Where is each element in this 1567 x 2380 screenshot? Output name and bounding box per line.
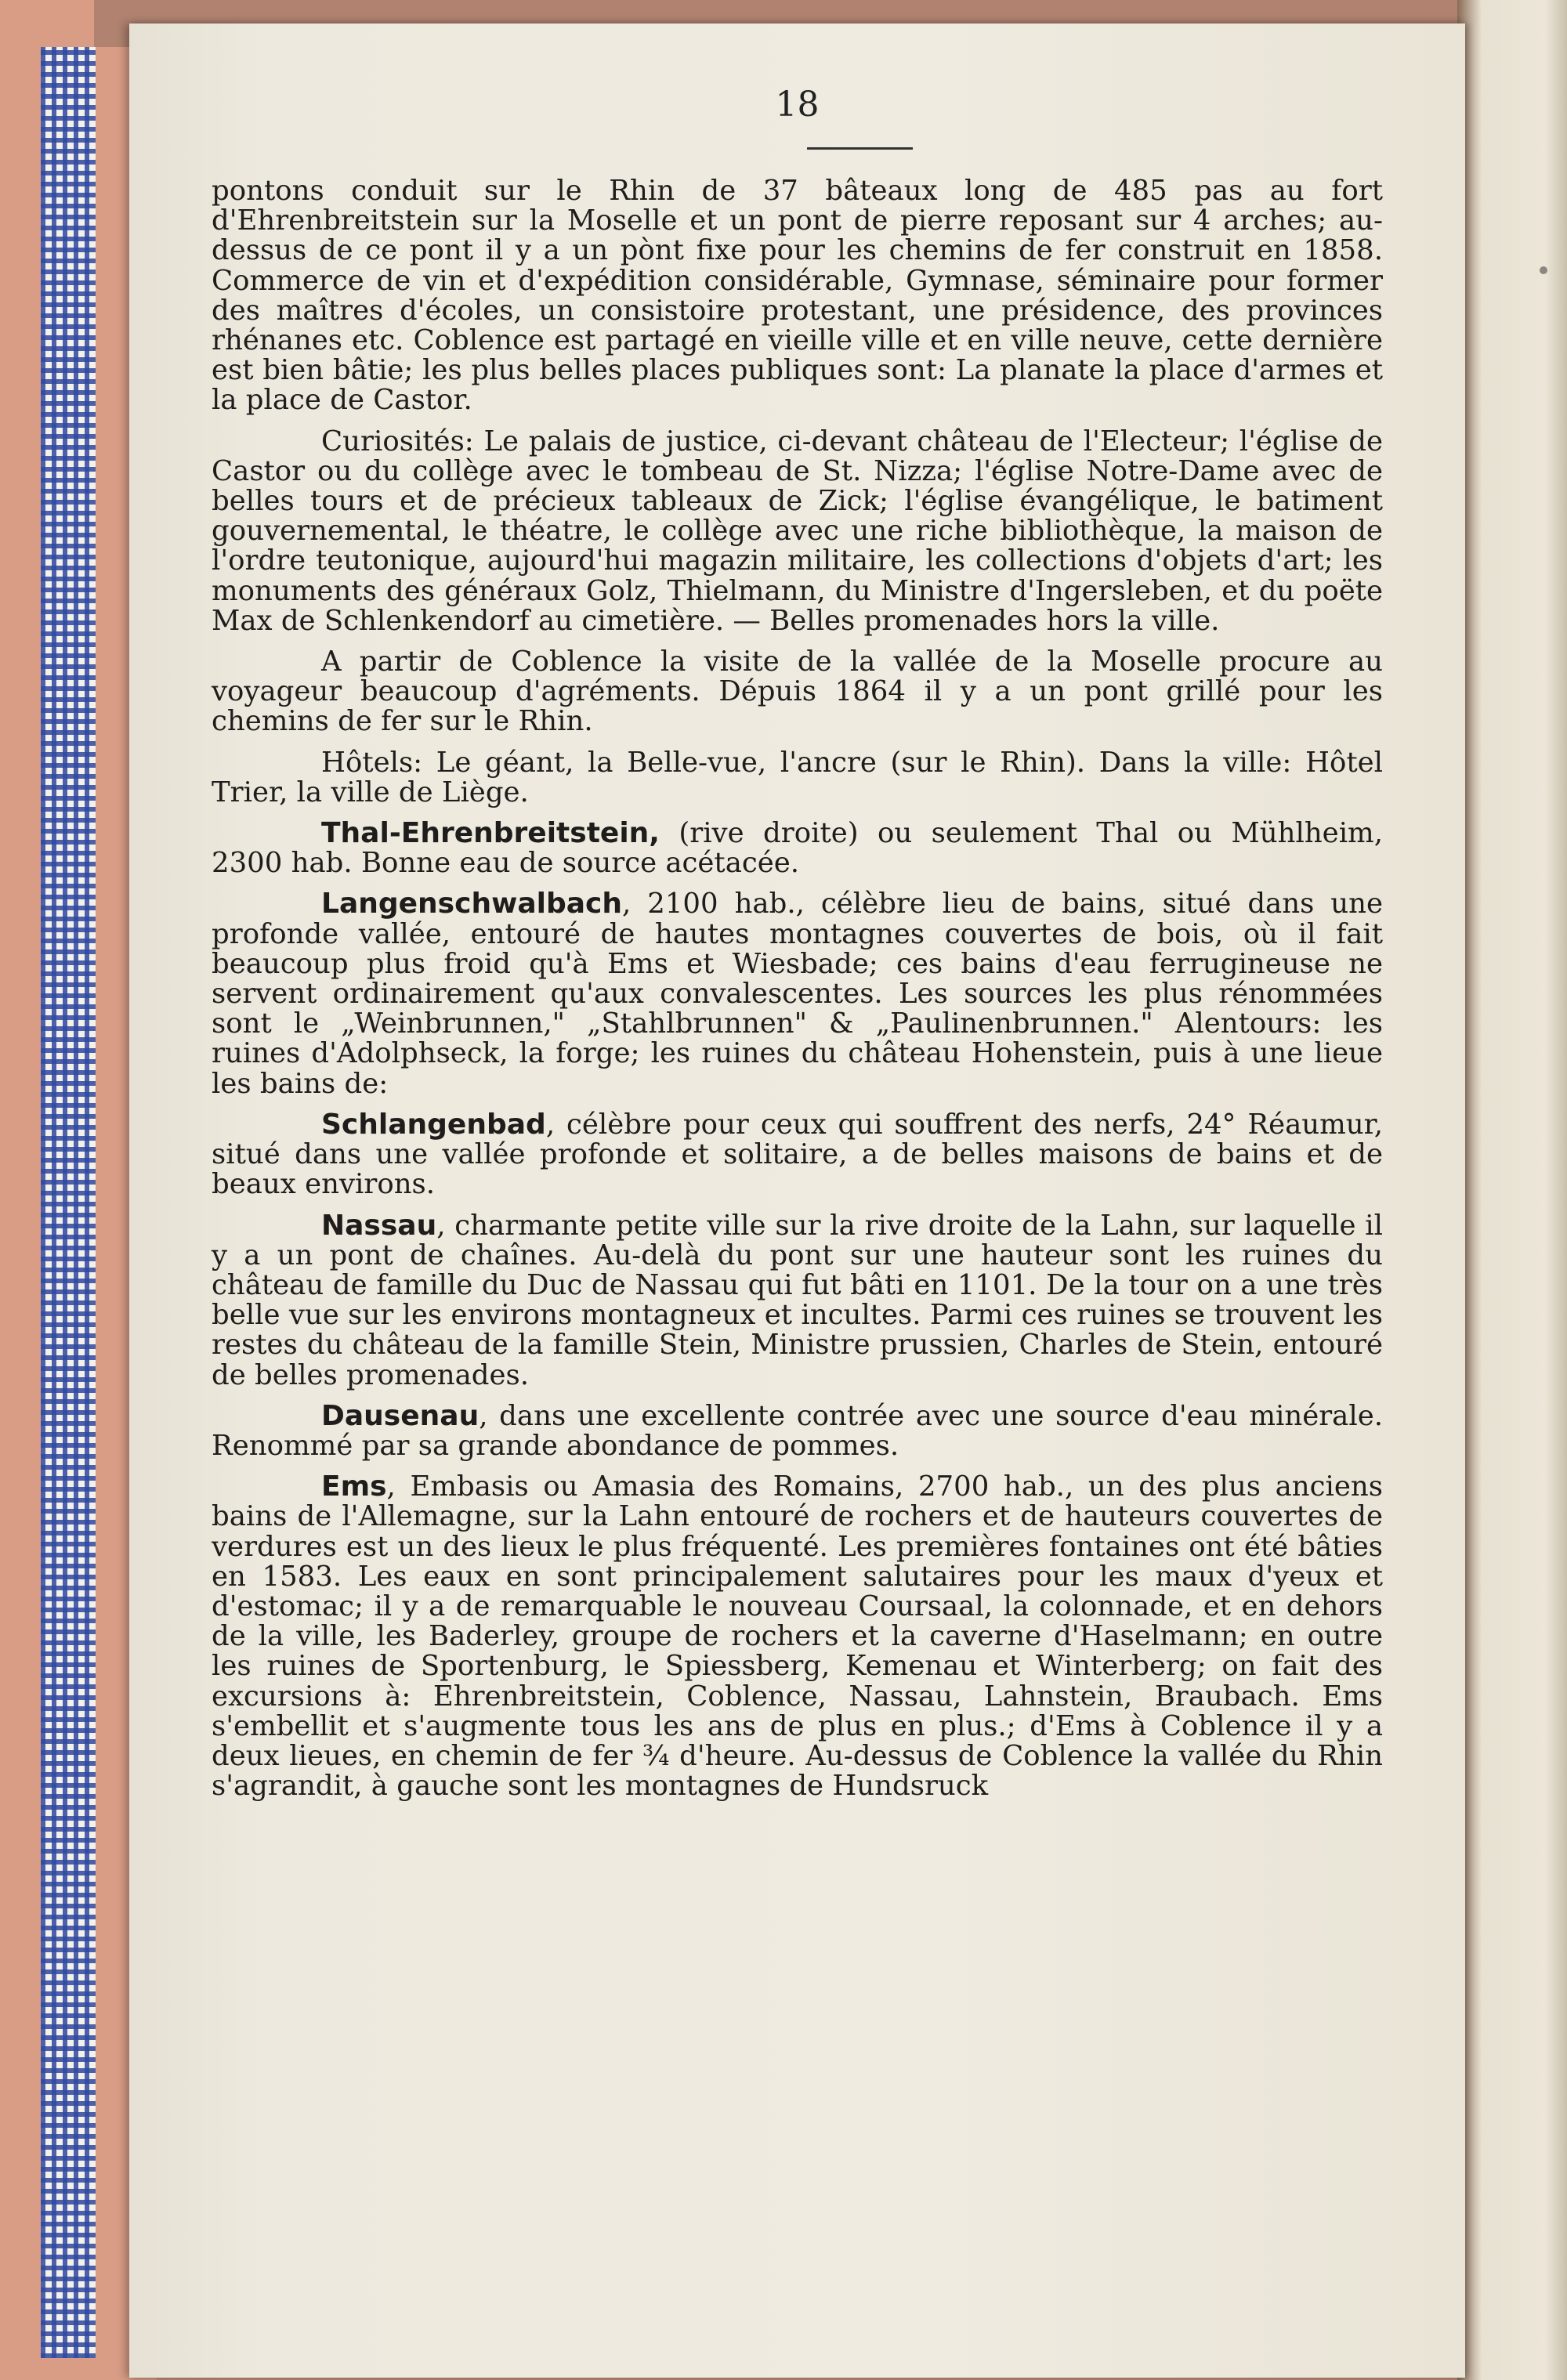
entry-thal-ehrenbreitstein: Thal-Ehrenbreitstein, (rive droite) ou seulement Thal ou Mühlheim, 2300 hab. Bonne eau de source acétacée. (212, 817, 1383, 880)
page-number: 18 (775, 85, 820, 125)
entry-schlangenbad: Schlangenbad, célèbre pour ceux qui souffrent des nerfs, 24° Réaumur, situé dans une vallée profonde et solitaire, a de belles maisons de bains et de beaux environs. (212, 1108, 1383, 1201)
entry-dausenau: Dausenau, dans une excellente contrée avec une source d'eau minérale. Renommé par sa grande abondance de pommes. (212, 1399, 1383, 1462)
entry-heading: Langenschwalbach (321, 888, 622, 921)
entry-heading: Ems (321, 1470, 387, 1503)
page-body (212, 176, 1383, 1812)
paragraph-hotels: Hôtels: Le géant, la Belle-vue, l'ancre (sur le Rhin). Dans la ville: Hôtel Trier, la ville de Liège. (212, 746, 1383, 808)
entry-heading: Nassau (321, 1209, 437, 1242)
entry-heading: Schlangenbad (321, 1108, 546, 1141)
entry-heading: Dausenau (321, 1399, 480, 1432)
checkered-binding-strip (41, 47, 96, 2358)
entry-ems: Ems, Embasis ou Amasia des Romains, 2700 hab., un des plus anciens bains de l'Allemagne, sur la Lahn entouré de rochers et de hauteurs couvertes de verdures est un des lieux le plus fréquenté. Les premières fontaines ont été bâties en 1583. Les eaux en sont principalement salutaires pour les maux d'yeux et d'estomac; il y a de remarquable le nouveau Coursaal, la colonnade, et en dehors de la ville, les Baderley, groupe de rochers et la caverne d'Haselmann; en outre les ruines de Sportenburg, le Spiessberg, Kemenau et Winterberg; on fait des excursions à: Ehrenbreitstein, Coblence, Nassau, Lahnstein, Braubach. Ems s'embellit et s'augmente tous les ans de plus en plus.; d'Ems à Coblence il y a deux lieues, en chemin de fer ¾ d'heure. Au-dessus de Coblence la vallée du Rhin s'agrandit, à gauche sont les montagnes de Hundsruck (212, 1470, 1383, 1803)
paragraph-curiosites: Curiosités: Le palais de justice, ci-devant château de l'Electeur; l'église de Castor ou du collège avec le tombeau de St. Nizza; l'église Notre-Dame avec de belles tours et de précieux tableaux de Zick; l'église évangélique, le batiment gouvernemental, le théatre, le collège avec une riche bibliothèque, la maison de l'ordre teutonique, aujourd'hui magazin militaire, les collections d'objets d'art; les monuments des généraux Golz, Thielmann, du Ministre d'Ingersleben, et du poëte Max de Schlenkendorf au cimetière. — Belles promenades hors la ville. (212, 425, 1383, 637)
entry-heading: Thal-Ehrenbreitstein, (321, 817, 660, 850)
book-spine-right (1457, 0, 1567, 2380)
entry-langenschwalbach: Langenschwalbach, 2100 hab., célèbre lieu de bains, situé dans une profonde vallée, entouré de hautes montagnes couvertes de bois, où il fait beaucoup plus froid qu'à Ems et Wiesbade; ces bains d'eau ferrugineuse ne servent ordinairement qu'aux convalescentes. Les sources les plus rénommées sont le „Weinbrunnen," „Stahlbrunnen" & „Paulinenbrunnen." Alentours: les ruines d'Adolphseck, la forge; les ruines du château Hohenstein, puis à une lieue les bains de: (212, 888, 1383, 1100)
book-page (129, 24, 1465, 2378)
margin-mark (1540, 266, 1547, 274)
paragraph-moselle: A partir de Coblence la visite de la vallée de la Moselle procure au voyageur beaucoup d'agréments. Dépuis 1864 il y a un pont grillé pour les chemins de fer sur le Rhin. (212, 646, 1383, 738)
entry-nassau: Nassau, charmante petite ville sur la rive droite de la Lahn, sur laquelle il y a un pont de chaînes. Au-delà du pont sur une hauteur sont les ruines du château de famille du Duc de Nassau qui fut bâti en 1101. De la tour on a une très belle vue sur les environs montagneux et incultes. Parmi ces ruines se trouvent les restes du château de la famille Stein, Ministre prussien, Charles de Stein, entouré de belles promenades. (212, 1209, 1383, 1391)
paragraph-coblence-continued: pontons conduit sur le Rhin de 37 bâteaux long de 485 pas au fort d'Ehrenbreitstein sur la Moselle et un pont de pierre reposant sur 4 arches; au-dessus de ce pont il y a un pònt fixe pour les chemins de fer construit en 1858. Commerce de vin et d'expédition considérable, Gymnase, séminaire pour former des maîtres d'écoles, un consistoire protestant, une présidence, des provinces rhénanes etc. Coblence est partagé en vieille ville et en ville neuve, cette dernière est bien bâtie; les plus belles places publiques sont: La planate la place d'armes et la place de Castor. (212, 175, 1383, 417)
header-rule (807, 147, 913, 150)
